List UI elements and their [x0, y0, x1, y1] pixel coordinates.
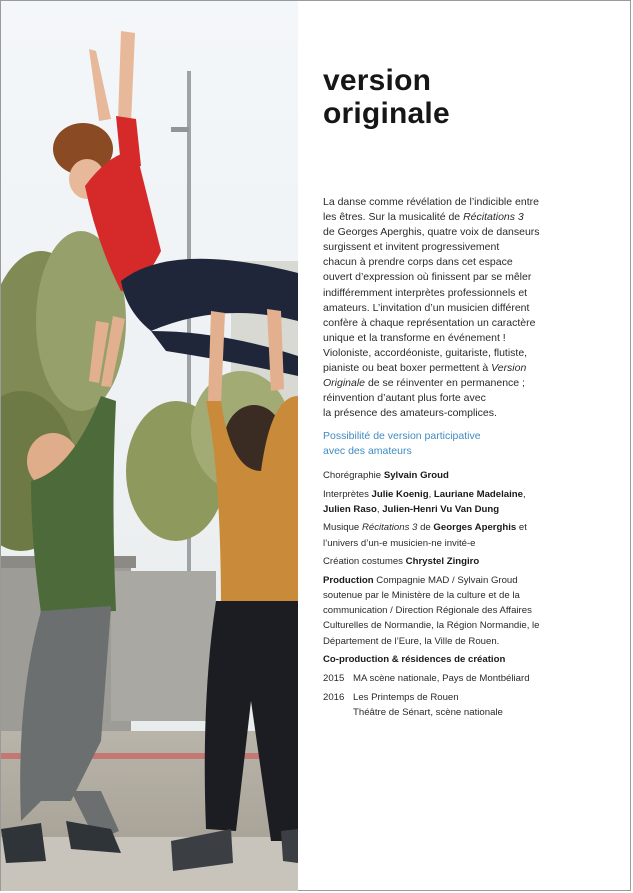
residency-year: 2015: [323, 672, 345, 684]
intro-text: pianiste ou beat boxer permettent à: [323, 362, 492, 375]
credit-label-bold: Co-production & résidences de création: [323, 654, 506, 666]
credit-label: Interprètes: [323, 488, 372, 500]
intro-line: confère à chaque représentation un caractère: [323, 316, 536, 329]
residency-venue: Théâtre de Sénart, scène nationale: [353, 707, 503, 719]
intro-line: chacun à prendre corps dans cet espace: [323, 256, 513, 269]
residency-year: 2016: [323, 691, 345, 703]
credit-production-line: communication / Direction Régionale des Affaires: [323, 605, 532, 617]
music-work: Récitations 3: [361, 522, 418, 534]
intro-line: surgissent et invitent progressivement: [323, 241, 500, 254]
note-line: Possibilité de version participative: [323, 430, 481, 442]
intro-line: de Georges Aperghis, quatre voix de danseurs: [323, 226, 540, 239]
credit-label: Musique: [323, 522, 362, 534]
intro-line: unique et la transforme en événement !: [323, 331, 506, 344]
show-title: Version: [491, 362, 527, 375]
coproduction-heading: [323, 652, 563, 667]
credit-performers: [323, 487, 563, 502]
credit-performers-cont: [323, 502, 563, 517]
credit-sep: ,: [522, 488, 526, 500]
credit-name: Julie Koenig: [371, 488, 429, 500]
credit-sep: ,: [428, 488, 434, 500]
intro-line: la présence des amateurs-complices.: [323, 407, 497, 420]
residency-2015: [323, 671, 563, 686]
credit-name: Georges Aperghis: [433, 522, 517, 534]
residency-2016: [323, 690, 563, 720]
residency-venue: Les Printemps de Rouen: [353, 691, 459, 703]
residency-venues: [353, 690, 503, 720]
credit-name: Julien-Henri Vu Van Dung: [382, 503, 500, 515]
intro-line: La danse comme révélation de l’indicible entre: [323, 196, 539, 208]
credit-name: Julien Raso: [323, 503, 377, 515]
residency-venue: MA scène nationale, Pays de Montbéliard: [353, 672, 530, 684]
credit-name: Lauriane Madelaine: [433, 488, 523, 500]
intro-line: [323, 210, 563, 225]
intro-line: réinvention d’autant plus forte avec: [323, 392, 486, 405]
intro-line: Violoniste, accordéoniste, guitariste, flutiste,: [323, 346, 528, 359]
credit-text: de: [417, 522, 434, 534]
intro-line: [323, 361, 563, 376]
credit-label: Création costumes: [323, 556, 406, 568]
credit-production-line: Culturelles de Normandie, la Région Normandie, le: [323, 620, 540, 632]
intro-paragraph: [323, 195, 563, 421]
intro-line: indifféremment interprètes professionnels et: [323, 286, 528, 299]
credit-sep: ,: [376, 503, 383, 515]
note-line: avec des amateurs: [323, 445, 412, 457]
credit-label: Chorégraphie: [323, 470, 384, 481]
credit-production-line: soutenue par le Ministère de la culture et de la: [323, 589, 520, 601]
intro-text: les êtres. Sur la musicalité de: [323, 211, 464, 224]
credit-production: [323, 573, 563, 588]
work-title: Récitations 3: [463, 211, 524, 224]
dance-photo: [1, 1, 298, 891]
credit-choreography: [323, 468, 563, 483]
credit-costumes: [323, 554, 563, 569]
credit-music-cont: l’univers d’un-e musicien-ne invité-e: [323, 537, 476, 549]
credit-label-bold: Production: [323, 574, 374, 586]
credit-name: Chrystel Zingiro: [405, 556, 480, 568]
show-title: Originale: [323, 377, 366, 390]
participative-note: [323, 429, 563, 459]
intro-line: ouvert d’expression où finissent par se mêler: [323, 271, 532, 284]
dance-photo-illustration: [1, 1, 298, 891]
credit-music: [323, 520, 563, 535]
credit-text: et: [516, 522, 527, 534]
page-title: [323, 64, 450, 130]
title-line-1: version: [323, 64, 432, 97]
intro-text: de se réinventer en permanence ;: [365, 377, 525, 390]
intro-line: [323, 376, 563, 391]
credit-production-line: Département de l’Eure, la Ville de Rouen.: [323, 635, 500, 647]
credits-block: [323, 468, 563, 720]
intro-line: amateurs. L’invitation d’un musicien différent: [323, 301, 530, 314]
title-line-2: originale: [323, 97, 450, 130]
credit-name: Sylvain Groud: [383, 470, 449, 481]
credit-text: Compagnie MAD / Sylvain Groud: [373, 574, 518, 586]
